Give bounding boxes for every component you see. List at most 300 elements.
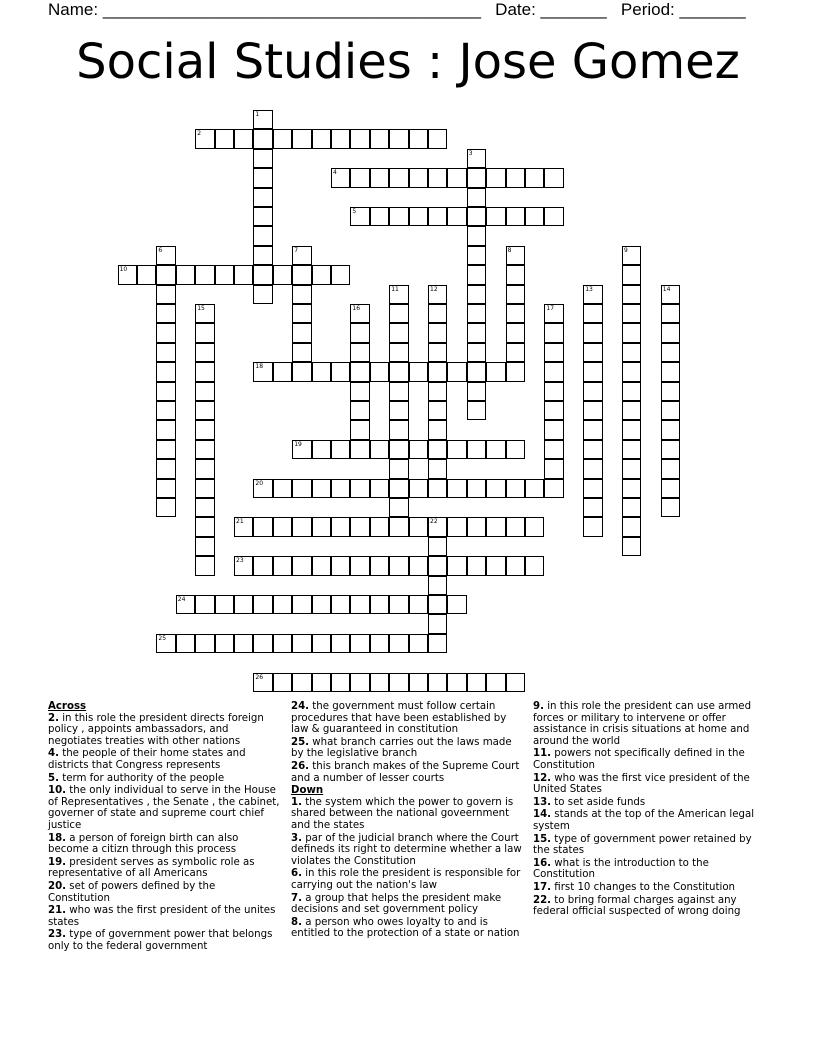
grid-cell[interactable] [583,382,602,401]
grid-cell[interactable] [331,362,350,381]
grid-cell[interactable] [215,265,234,284]
grid-cell[interactable] [253,129,272,148]
grid-cell[interactable] [195,517,214,536]
grid-cell[interactable] [583,401,602,420]
grid-cell[interactable] [253,634,272,653]
grid-cell[interactable] [467,188,486,207]
grid-cell[interactable] [486,556,505,575]
grid-cell[interactable] [525,168,544,187]
grid-cell[interactable] [447,207,466,226]
grid-cell[interactable] [195,498,214,517]
grid-cell[interactable] [428,673,447,692]
grid-cell[interactable] [292,595,311,614]
grid-cell[interactable] [467,479,486,498]
grid-cell[interactable] [118,265,137,284]
grid-cell[interactable] [447,595,466,614]
grid-cell[interactable] [292,440,311,459]
grid-cell[interactable] [622,479,641,498]
grid-cell[interactable] [389,420,408,439]
grid-cell[interactable] [253,188,272,207]
grid-cell[interactable] [389,634,408,653]
grid-cell[interactable] [409,168,428,187]
grid-cell[interactable] [661,479,680,498]
grid-cell[interactable] [234,517,253,536]
grid-cell[interactable] [156,479,175,498]
grid-cell[interactable] [622,362,641,381]
grid-cell[interactable] [195,265,214,284]
grid-cell[interactable] [273,265,292,284]
grid-cell[interactable] [428,595,447,614]
grid-cell[interactable] [467,246,486,265]
grid-cell[interactable] [370,440,389,459]
grid-cell[interactable] [195,459,214,478]
grid-cell[interactable] [389,343,408,362]
grid-cell[interactable] [506,362,525,381]
grid-cell[interactable] [661,459,680,478]
grid-cell[interactable] [389,440,408,459]
grid-cell[interactable] [622,440,641,459]
grid-cell[interactable] [622,343,641,362]
grid-cell[interactable] [622,265,641,284]
grid-cell[interactable] [583,459,602,478]
grid-cell[interactable] [389,207,408,226]
grid-cell[interactable] [428,576,447,595]
grid-cell[interactable] [195,323,214,342]
grid-cell[interactable] [389,401,408,420]
grid-cell[interactable] [273,595,292,614]
grid-cell[interactable] [350,673,369,692]
grid-cell[interactable] [273,362,292,381]
grid-cell[interactable] [622,459,641,478]
grid-cell[interactable] [389,382,408,401]
grid-cell[interactable] [350,479,369,498]
grid-cell[interactable] [583,362,602,381]
grid-cell[interactable] [292,556,311,575]
grid-cell[interactable] [292,362,311,381]
grid-cell[interactable] [292,246,311,265]
grid-cell[interactable] [350,323,369,342]
grid-cell[interactable] [409,673,428,692]
grid-cell[interactable] [525,517,544,536]
grid-cell[interactable] [331,556,350,575]
grid-cell[interactable] [506,440,525,459]
grid-cell[interactable] [661,304,680,323]
grid-cell[interactable] [583,304,602,323]
grid-cell[interactable] [506,556,525,575]
grid-cell[interactable] [292,323,311,342]
grid-cell[interactable] [428,129,447,148]
grid-cell[interactable] [544,440,563,459]
grid-cell[interactable] [331,517,350,536]
grid-cell[interactable] [312,673,331,692]
grid-cell[interactable] [409,517,428,536]
grid-cell[interactable] [506,673,525,692]
grid-cell[interactable] [506,285,525,304]
grid-cell[interactable] [156,401,175,420]
grid-cell[interactable] [661,382,680,401]
grid-cell[interactable] [467,168,486,187]
grid-cell[interactable] [486,673,505,692]
grid-cell[interactable] [467,382,486,401]
grid-cell[interactable] [273,634,292,653]
grid-cell[interactable] [156,246,175,265]
grid-cell[interactable] [195,556,214,575]
grid-cell[interactable] [409,556,428,575]
grid-cell[interactable] [428,517,447,536]
grid-cell[interactable] [428,304,447,323]
grid-cell[interactable] [467,323,486,342]
grid-cell[interactable] [544,382,563,401]
grid-cell[interactable] [486,362,505,381]
grid-cell[interactable] [253,285,272,304]
grid-cell[interactable] [544,401,563,420]
grid-cell[interactable] [486,440,505,459]
grid-cell[interactable] [370,168,389,187]
grid-cell[interactable] [156,323,175,342]
grid-cell[interactable] [622,304,641,323]
grid-cell[interactable] [428,614,447,633]
grid-cell[interactable] [447,556,466,575]
grid-cell[interactable] [428,207,447,226]
grid-cell[interactable] [195,129,214,148]
grid-cell[interactable] [253,556,272,575]
grid-cell[interactable] [428,420,447,439]
grid-cell[interactable] [370,129,389,148]
grid-cell[interactable] [312,595,331,614]
grid-cell[interactable] [331,440,350,459]
grid-cell[interactable] [350,440,369,459]
grid-cell[interactable] [195,420,214,439]
grid-cell[interactable] [253,595,272,614]
grid-cell[interactable] [389,459,408,478]
grid-cell[interactable] [428,440,447,459]
grid-cell[interactable] [292,517,311,536]
grid-cell[interactable] [583,479,602,498]
grid-cell[interactable] [292,285,311,304]
grid-cell[interactable] [137,265,156,284]
grid-cell[interactable] [195,343,214,362]
grid-cell[interactable] [661,285,680,304]
grid-cell[interactable] [409,634,428,653]
grid-cell[interactable] [234,595,253,614]
grid-cell[interactable] [350,362,369,381]
grid-cell[interactable] [195,537,214,556]
grid-cell[interactable] [506,304,525,323]
grid-cell[interactable] [331,673,350,692]
grid-cell[interactable] [506,323,525,342]
grid-cell[interactable] [156,459,175,478]
grid-cell[interactable] [506,246,525,265]
grid-cell[interactable] [156,498,175,517]
grid-cell[interactable] [156,382,175,401]
grid-cell[interactable] [467,304,486,323]
grid-cell[interactable] [350,129,369,148]
grid-cell[interactable] [428,382,447,401]
grid-cell[interactable] [583,517,602,536]
grid-cell[interactable] [370,556,389,575]
grid-cell[interactable] [544,343,563,362]
period-line[interactable]: _______ [679,0,746,19]
grid-cell[interactable] [253,479,272,498]
date-line[interactable]: _______ [540,0,607,19]
grid-cell[interactable] [622,285,641,304]
grid-cell[interactable] [253,362,272,381]
grid-cell[interactable] [467,226,486,245]
grid-cell[interactable] [292,634,311,653]
grid-cell[interactable] [156,634,175,653]
grid-cell[interactable] [544,304,563,323]
grid-cell[interactable] [176,265,195,284]
grid-cell[interactable] [525,207,544,226]
grid-cell[interactable] [273,517,292,536]
grid-cell[interactable] [195,401,214,420]
grid-cell[interactable] [389,304,408,323]
grid-cell[interactable] [467,362,486,381]
grid-cell[interactable] [195,595,214,614]
grid-cell[interactable] [506,168,525,187]
grid-cell[interactable] [253,265,272,284]
grid-cell[interactable] [389,168,408,187]
grid-cell[interactable] [156,362,175,381]
grid-cell[interactable] [389,285,408,304]
grid-cell[interactable] [409,595,428,614]
grid-cell[interactable] [312,265,331,284]
grid-cell[interactable] [467,207,486,226]
grid-cell[interactable] [622,246,641,265]
grid-cell[interactable] [506,517,525,536]
grid-cell[interactable] [195,479,214,498]
grid-cell[interactable] [428,362,447,381]
grid-cell[interactable] [234,129,253,148]
grid-cell[interactable] [331,168,350,187]
grid-cell[interactable] [506,479,525,498]
grid-cell[interactable] [661,440,680,459]
grid-cell[interactable] [350,401,369,420]
grid-cell[interactable] [253,246,272,265]
grid-cell[interactable] [350,382,369,401]
grid-cell[interactable] [292,129,311,148]
grid-cell[interactable] [467,517,486,536]
grid-cell[interactable] [467,265,486,284]
grid-cell[interactable] [292,304,311,323]
grid-cell[interactable] [215,595,234,614]
grid-cell[interactable] [486,479,505,498]
grid-cell[interactable] [447,479,466,498]
grid-cell[interactable] [544,362,563,381]
grid-cell[interactable] [370,673,389,692]
grid-cell[interactable] [622,517,641,536]
grid-cell[interactable] [370,634,389,653]
grid-cell[interactable] [253,226,272,245]
grid-cell[interactable] [661,362,680,381]
grid-cell[interactable] [370,479,389,498]
grid-cell[interactable] [350,343,369,362]
grid-cell[interactable] [506,207,525,226]
grid-cell[interactable] [447,517,466,536]
grid-cell[interactable] [428,556,447,575]
grid-cell[interactable] [661,323,680,342]
grid-cell[interactable] [350,634,369,653]
grid-cell[interactable] [331,634,350,653]
grid-cell[interactable] [156,343,175,362]
grid-cell[interactable] [156,285,175,304]
grid-cell[interactable] [312,479,331,498]
grid-cell[interactable] [428,537,447,556]
grid-cell[interactable] [525,479,544,498]
grid-cell[interactable] [234,634,253,653]
grid-cell[interactable] [331,129,350,148]
grid-cell[interactable] [156,304,175,323]
grid-cell[interactable] [176,595,195,614]
grid-cell[interactable] [331,595,350,614]
grid-cell[interactable] [428,168,447,187]
grid-cell[interactable] [215,129,234,148]
grid-cell[interactable] [409,362,428,381]
grid-cell[interactable] [292,479,311,498]
grid-cell[interactable] [622,498,641,517]
grid-cell[interactable] [525,556,544,575]
grid-cell[interactable] [389,673,408,692]
grid-cell[interactable] [622,420,641,439]
grid-cell[interactable] [583,440,602,459]
grid-cell[interactable] [622,537,641,556]
grid-cell[interactable] [622,382,641,401]
grid-cell[interactable] [292,673,311,692]
grid-cell[interactable] [467,149,486,168]
grid-cell[interactable] [312,440,331,459]
grid-cell[interactable] [467,343,486,362]
grid-cell[interactable] [544,323,563,342]
grid-cell[interactable] [389,556,408,575]
grid-cell[interactable] [195,362,214,381]
grid-cell[interactable] [350,556,369,575]
grid-cell[interactable] [486,517,505,536]
grid-cell[interactable] [583,323,602,342]
grid-cell[interactable] [350,168,369,187]
grid-cell[interactable] [370,362,389,381]
grid-cell[interactable] [312,634,331,653]
grid-cell[interactable] [467,673,486,692]
grid-cell[interactable] [583,343,602,362]
grid-cell[interactable] [661,420,680,439]
grid-cell[interactable] [312,556,331,575]
grid-cell[interactable] [370,207,389,226]
grid-cell[interactable] [506,343,525,362]
grid-cell[interactable] [544,459,563,478]
grid-cell[interactable] [331,479,350,498]
grid-cell[interactable] [506,265,525,284]
grid-cell[interactable] [253,673,272,692]
grid-cell[interactable] [467,285,486,304]
grid-cell[interactable] [428,459,447,478]
grid-cell[interactable] [409,440,428,459]
grid-cell[interactable] [409,207,428,226]
grid-cell[interactable] [389,362,408,381]
grid-cell[interactable] [428,343,447,362]
grid-cell[interactable] [195,634,214,653]
grid-cell[interactable] [195,304,214,323]
grid-cell[interactable] [350,517,369,536]
grid-cell[interactable] [312,129,331,148]
grid-cell[interactable] [195,382,214,401]
grid-cell[interactable] [544,207,563,226]
grid-cell[interactable] [447,362,466,381]
grid-cell[interactable] [176,634,195,653]
grid-cell[interactable] [428,285,447,304]
grid-cell[interactable] [622,401,641,420]
grid-cell[interactable] [292,343,311,362]
grid-cell[interactable] [661,343,680,362]
grid-cell[interactable] [583,285,602,304]
grid-cell[interactable] [350,207,369,226]
grid-cell[interactable] [215,634,234,653]
grid-cell[interactable] [253,517,272,536]
name-line[interactable]: ________________________________________ [102,0,481,19]
grid-cell[interactable] [428,323,447,342]
grid-cell[interactable] [428,634,447,653]
grid-cell[interactable] [350,304,369,323]
grid-cell[interactable] [370,517,389,536]
grid-cell[interactable] [428,401,447,420]
grid-cell[interactable] [544,168,563,187]
grid-cell[interactable] [312,362,331,381]
grid-cell[interactable] [312,517,331,536]
grid-cell[interactable] [253,168,272,187]
grid-cell[interactable] [273,129,292,148]
grid-cell[interactable] [428,479,447,498]
grid-cell[interactable] [661,498,680,517]
grid-cell[interactable] [389,479,408,498]
grid-cell[interactable] [389,517,408,536]
grid-cell[interactable] [273,673,292,692]
grid-cell[interactable] [389,498,408,517]
grid-cell[interactable] [447,440,466,459]
grid-cell[interactable] [253,149,272,168]
grid-cell[interactable] [409,129,428,148]
grid-cell[interactable] [544,479,563,498]
grid-cell[interactable] [234,265,253,284]
grid-cell[interactable] [447,168,466,187]
grid-cell[interactable] [583,420,602,439]
grid-cell[interactable] [486,168,505,187]
grid-cell[interactable] [331,265,350,284]
grid-cell[interactable] [273,556,292,575]
grid-cell[interactable] [195,440,214,459]
grid-cell[interactable] [583,498,602,517]
grid-cell[interactable] [350,595,369,614]
grid-cell[interactable] [467,440,486,459]
grid-cell[interactable] [156,440,175,459]
grid-cell[interactable] [370,595,389,614]
grid-cell[interactable] [156,420,175,439]
grid-cell[interactable] [486,207,505,226]
grid-cell[interactable] [253,110,272,129]
grid-cell[interactable] [622,323,641,342]
grid-cell[interactable] [156,265,175,284]
grid-cell[interactable] [661,401,680,420]
grid-cell[interactable] [389,323,408,342]
grid-cell[interactable] [292,265,311,284]
grid-cell[interactable] [447,673,466,692]
grid-cell[interactable] [467,401,486,420]
grid-cell[interactable] [409,479,428,498]
grid-cell[interactable] [389,129,408,148]
grid-cell[interactable] [273,479,292,498]
grid-cell[interactable] [253,207,272,226]
grid-cell[interactable] [350,420,369,439]
grid-cell[interactable] [467,556,486,575]
grid-cell[interactable] [234,556,253,575]
